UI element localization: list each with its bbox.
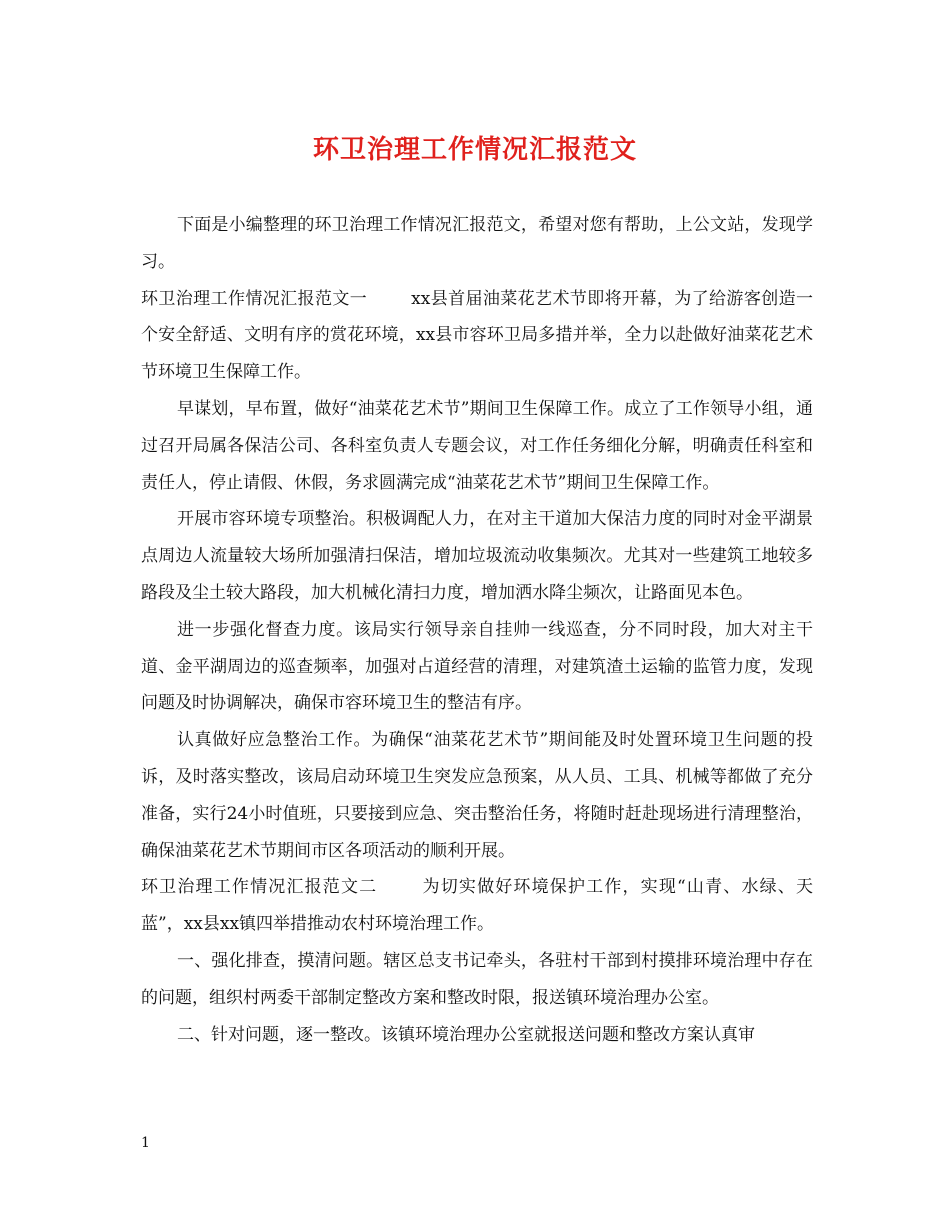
body-paragraph: 二、针对问题，逐一整改。该镇环境治理办公室就报送问题和整改方案认真审 [177, 1024, 755, 1045]
body-paragraph: 早谋划，早布置，做好“油菜花艺术节”期间卫生保障工作。成立了工作领导小组，通过召开局属各保洁公司、各科室负责人专题会议，对工作任务细化分解，明确责任科室和责任人，停止请假、休假，务求圆满完成“油菜花艺术节”期间卫生保障工作。 [141, 398, 813, 493]
sample1-heading: 环卫治理工作情况汇报范文一 [141, 288, 368, 309]
page-number: 1 [141, 1135, 150, 1151]
body-paragraph: 进一步强化督查力度。该局实行领导亲自挂帅一线巡查，分不同时段，加大对主干道、金平湖周边的巡查频率，加强对占道经营的清理，对建筑渣土运输的监管力度，发现问题及时协调解决，确保市容环境卫生的整洁有序。 [141, 619, 813, 714]
sample1-lead: xx县首届油菜花艺术节即将开幕，为了给游客创造一个安全舒适、文明有序的赏花环境，xx县市容环卫局多措并举，全力以赴做好油菜花艺术节环境卫生保障工作。 [141, 288, 813, 383]
document-title: 环卫治理工作情况汇报范文 [312, 135, 637, 165]
document-body [141, 207, 813, 1053]
body-paragraph: 一、强化排查，摸清问题。辖区总支书记牵头，各驻村干部到村摸排环境治理中存在的问题，组织村两委干部制定整改方案和整改时限，报送镇环境治理办公室。 [141, 950, 813, 1008]
sample2-lead: 为切实做好环境保护工作，实现“山青、水绿、天蓝”，xx县xx镇四举措推动农村环境治理工作。 [141, 877, 813, 935]
intro-paragraph: 下面是小编整理的环卫治理工作情况汇报范文，希望对您有帮助，上公文站，发现学习。 [141, 215, 813, 272]
sample2-heading: 环卫治理工作情况汇报范文二 [141, 877, 378, 898]
body-paragraph: 认真做好应急整治工作。为确保“油菜花艺术节”期间能及时处置环境卫生问题的投诉，及时落实整改，该局启动环境卫生突发应急预案，从人员、工具、机械等都做了充分准备，实行24小时值班，只要接到应急、突击整治任务，将随时赶赴现场进行清理整治，确保油菜花艺术节期间市区各项活动的顺利开展。 [141, 730, 813, 861]
body-paragraph: 开展市容环境专项整治。积极调配人力，在对主干道加大保洁力度的同时对金平湖景点周边人流量较大场所加强清扫保洁，增加垃圾流动收集频次。尤其对一些建筑工地较多路段及尘土较大路段，加大机械化清扫力度，增加洒水降尘频次，让路面见本色。 [141, 509, 813, 603]
sample2-paragraph [141, 869, 813, 943]
sample1-paragraph [141, 281, 813, 391]
